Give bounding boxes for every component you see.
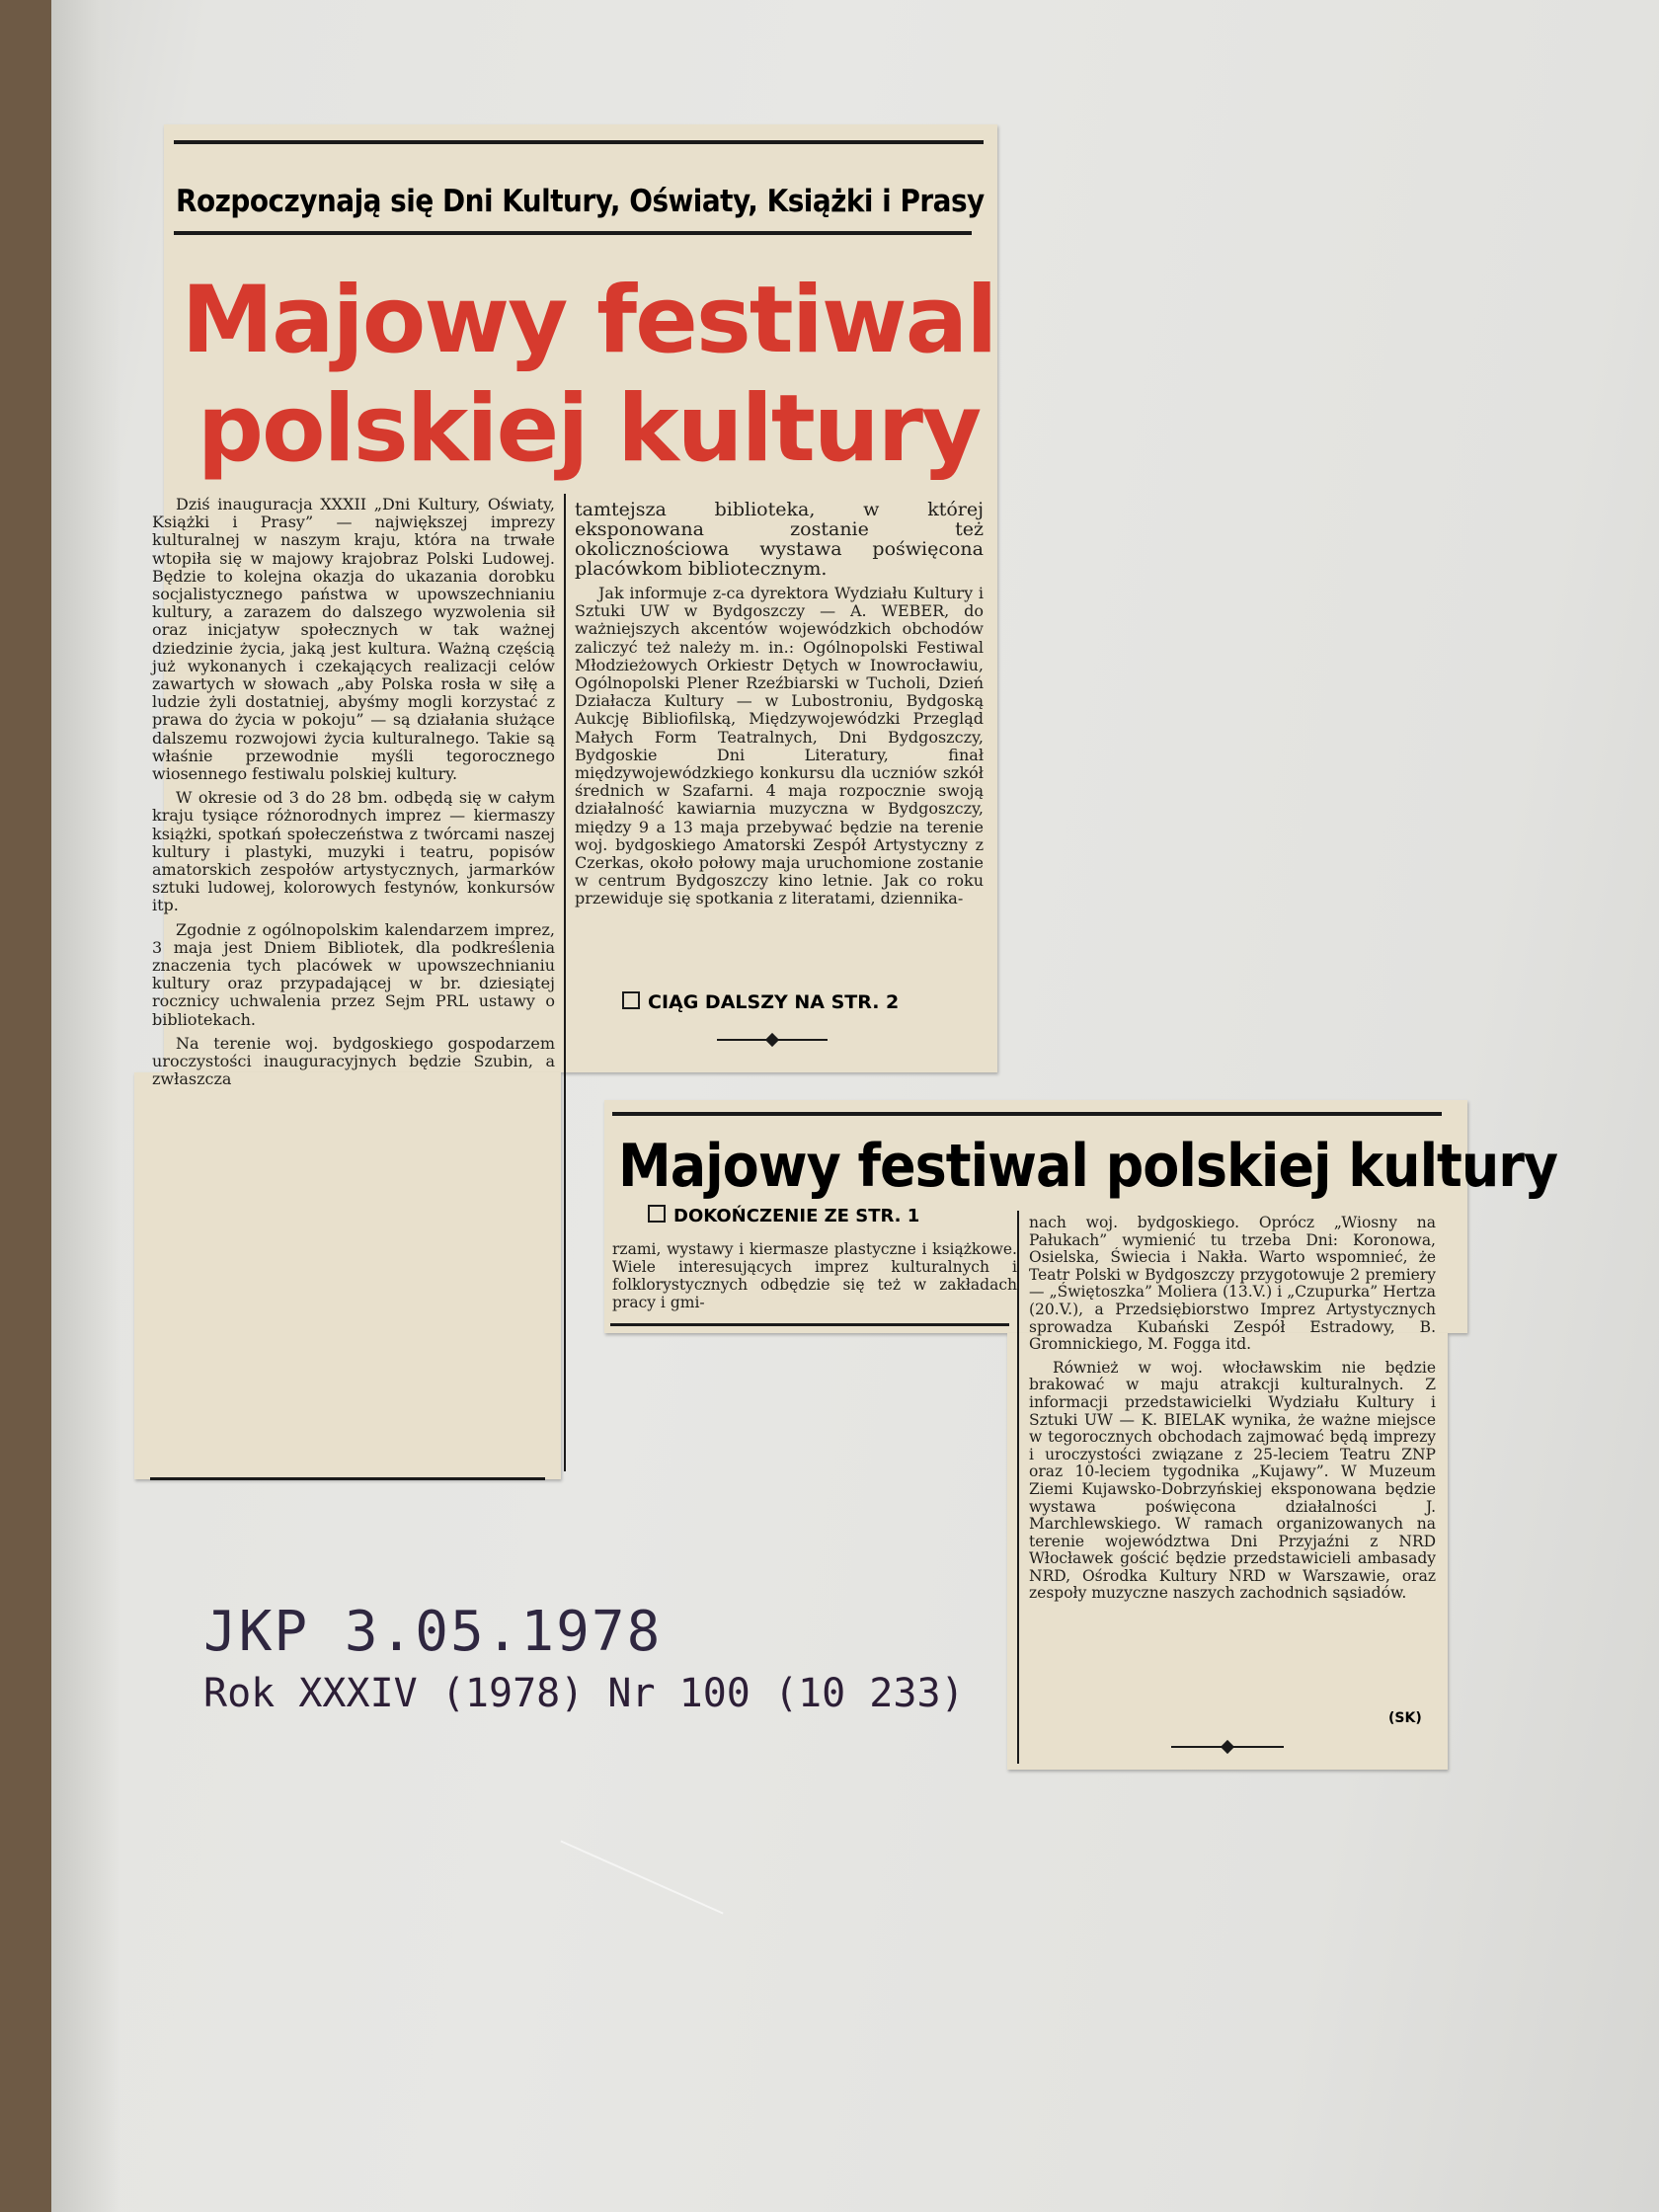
headline-line-1: Majowy festiwal bbox=[181, 267, 996, 374]
top-rule bbox=[174, 140, 984, 144]
continuation-headline: Majowy festiwal polskiej kultury bbox=[618, 1132, 1558, 1201]
col-divider bbox=[564, 494, 566, 1471]
kicker-line: Rozpoczynają się Dni Kultury, Oświaty, Książki i Prasy bbox=[176, 184, 985, 219]
bottom-rule-main bbox=[150, 1477, 545, 1480]
cont-col2-paragraph-2: Również w woj. włocławskim nie będzie brakować w maju atrakcji kulturalnych. Z informacji przedstawicielki Wydziału Kultury i Sztuki UW — K. BIELAK wynika, że ważne miejsce w tegorocznych obchodach zajmować będą imprezy i uroczystości związane z 25-leciem Teatru ZNP oraz 10-leciem tygodnika „Kujawy”. W Muzeum Ziemi Kujawsko-Dobrzyńskiej eksponowana będzie wystawa poświęcona działalności J. Marchlewskiego. W ramach organizowanych na terenie województwa Dni Przyjaźni z NRD Włocławek gościć będzie przedstawicieli ambasady NRD, Ośrodka Kultury NRD w Warszawie, oraz zespoły muzyczne naszych zachodnich sąsiadów. bbox=[1029, 1358, 1436, 1603]
continuation-from-note bbox=[648, 1205, 1023, 1226]
col1-paragraph-3: Zgodnie z ogólnopolskim kalendarzem imprez, 3 maja jest Dniem Bibliotek, dla podkreślenia znaczenia tych placówek w upowszechnianiu kultury oraz przypadającej w br. dziesiątej rocznicy uchwalenia przez Sejm PRL ustawy o bibliotekach. bbox=[152, 919, 555, 1029]
author-signature: (SK) bbox=[1388, 1710, 1422, 1726]
page-edge-shadow bbox=[51, 0, 120, 2212]
continuation-col1-bottom-rule bbox=[610, 1323, 1009, 1326]
col2-paragraph-1: tamtejsza biblioteka, w której eksponowana zostanie też okolicznościowa wystawa poświęcona placówkom bibliotecznym. bbox=[575, 499, 984, 580]
continuation-top-rule bbox=[612, 1112, 1442, 1116]
col2-paragraph-2: Jak informuje z-ca dyrektora Wydziału Kultury i Sztuki UW w Bydgoszczy — A. WEBER, do ważniejszych akcentów wojewódzkich obchodów zaliczyć też należy m. in.: Ogólnopolski Festiwal Młodzieżowych Orkiestr Dętych w Inowrocławiu, Ogólnopolski Plener Rzeźbiarski w Tucholi, Dzień Działacza Kultury — w Lubostroniu, Bydgoską Aukcję Bibliofilską, Międzywojewódzki Przegląd Małych Form Teatralnych, Dni Bydgoszczy, Bydgoskie Dni Literatury, finał międzywojewódzkiego konkursu dla uczniów szkół średnich w Szafarni. 4 maja rozpocznie swoją działalność kawiarnia muzyczna w Bydgoszczy, między 9 a 13 maja przebywać będzie na terenie woj. bydgoskiego Amatorski Zespół Artystyczny z Czerkas, około połowy maja uruchomione zostanie w centrum Bydgoszczy kino letnie. Jak co roku przewiduje się spotkania z literatami, dziennika- bbox=[575, 584, 984, 908]
continued-text: CIĄG DALSZY NA STR. 2 bbox=[648, 991, 900, 1013]
col1-paragraph-1: Dziś inauguracja XXXII „Dni Kultury, Oświaty, Książki i Prasy” — największej imprezy kulturalnej w naszym kraju, która na trwałe wtopiła się w majowy krajobraz Polski Ludowej. Będzie to kolejna okazja do ukazania dorobku socjalistycznego państwa w upowszechnianiu kultury, a zarazem do dalszego wyzwolenia sił oraz inicjatyw społecznych w tak ważnej dziedzinie życia, jaką jest kultura. Ważną częścią już wykonanych i czekających realizacji celów zawartych w słowach „aby Polska rosła w siłę a ludzie żyli dostatniej, abyśmy mogli korzystać z prawa do życia w pokoju” — są działania służące dalszemu rozwojowi życia kulturalnego. Takie są właśnie przewodnie myśli tegorocznego wiosennego festiwalu polskiej kultury. bbox=[152, 495, 555, 784]
continued-note bbox=[622, 991, 978, 1013]
continuation-col-divider bbox=[1017, 1211, 1019, 1764]
cont-col1-paragraph-1: rzami, wystawy i kiermasze plastyczne i książkowe. Wiele interesujących imprez kulturalnych i folklorystycznych odbędzie się też w zakładach pracy i gmi- bbox=[612, 1240, 1017, 1311]
main-clipping-lower bbox=[134, 1072, 561, 1479]
handwritten-date: JKP 3.05.1978 bbox=[203, 1600, 663, 1664]
handwritten-issue: Rok XXXIV (1978) Nr 100 (10 233) bbox=[203, 1671, 965, 1716]
cont-col2-paragraph-1: nach woj. bydgoskiego. Oprócz „Wiosny na Pałukach” wymienić tu trzeba Dni: Koronowa, Osielska, Świecia i Nakła. Warto wspomnieć, że Teatr Polski w Bydgoszczy przygotowuje 2 premiery — „Świętoszka” Moliera (13.V.) i „Czupurka” Hertza (20.V.), a Przedsiębiorstwo Imprez Artystycznych sprowadza Kubański Zespół Estradowy, B. Gromnickiego, M. Fogga itd. bbox=[1029, 1214, 1436, 1354]
square-bullet-icon bbox=[622, 991, 640, 1009]
continuation-from-text: DOKOŃCZENIE ZE STR. 1 bbox=[673, 1206, 920, 1226]
square-bullet-icon-2 bbox=[648, 1205, 666, 1223]
main-column-1 bbox=[152, 496, 555, 1095]
continuation-column-1 bbox=[612, 1240, 1017, 1317]
main-column-2 bbox=[575, 500, 984, 914]
kicker-rule bbox=[174, 231, 972, 235]
col1-paragraph-4: Na terenie woj. bydgoskiego gospodarzem uroczystości inauguracyjnych będzie Szubin, a zwłaszcza bbox=[152, 1033, 555, 1089]
main-headline bbox=[174, 267, 1003, 484]
continuation-column-2 bbox=[1029, 1215, 1436, 1609]
col1-paragraph-2: W okresie od 3 do 28 bm. odbędą się w całym kraju tysiące różnorodnych imprez — kiermaszy książki, spotkań społeczeństwa z twórcami naszej kultury i plastyki, muzyki i teatru, popisów amatorskich zespołów artystycznych, jarmarków sztuki ludowej, kolorowych festynów, konkursów itp. bbox=[152, 788, 555, 915]
headline-line-2: polskiej kultury bbox=[197, 375, 981, 483]
